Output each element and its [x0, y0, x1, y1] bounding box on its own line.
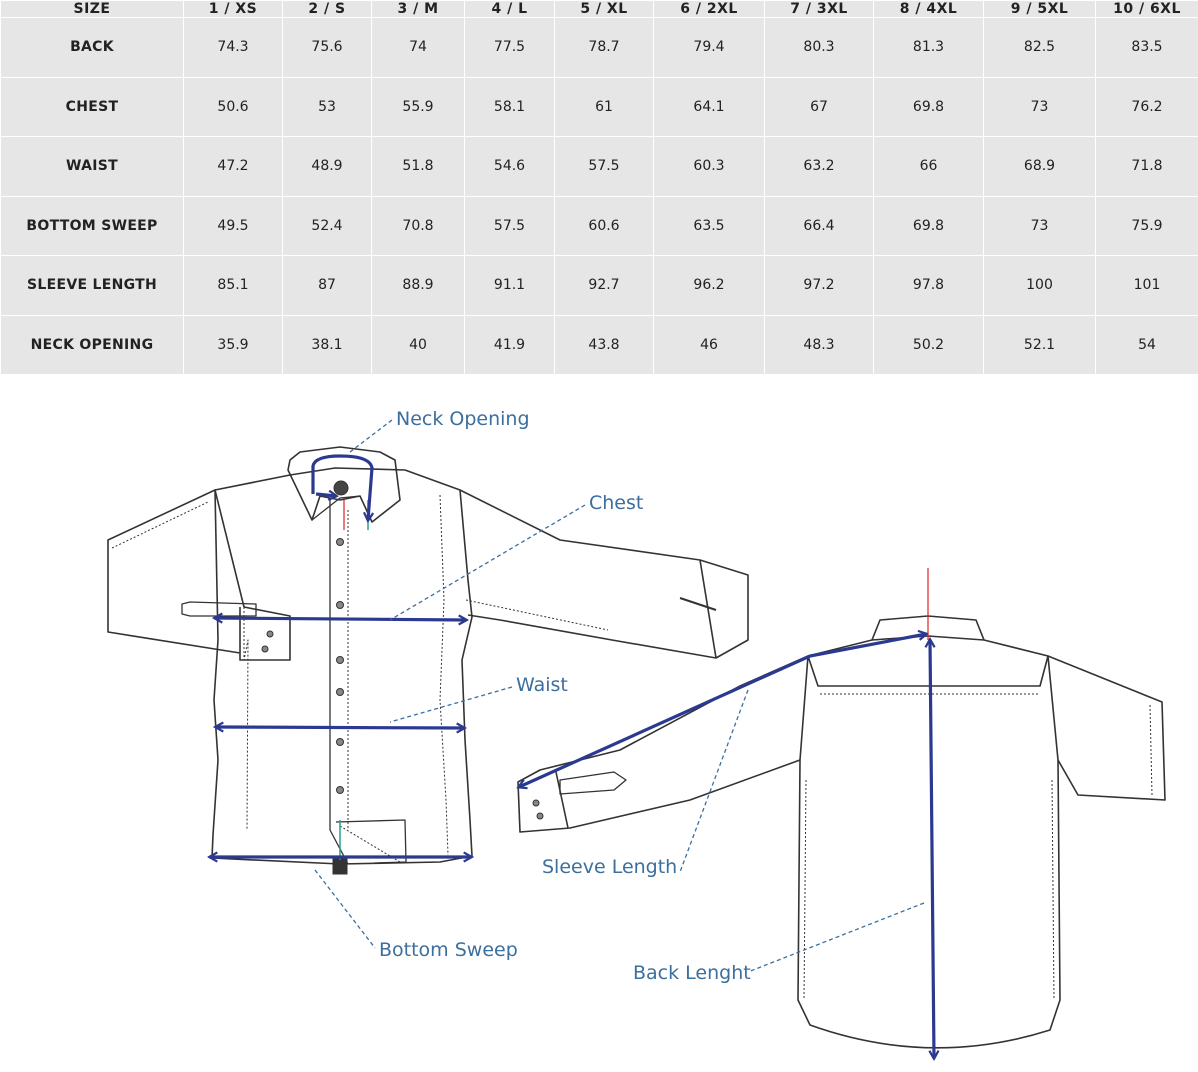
front-shirt-outline: [108, 447, 748, 864]
table-cell: 81.3: [874, 18, 984, 78]
table-cell: 80.3: [765, 18, 874, 78]
table-cell: 54.6: [465, 137, 555, 197]
table-cell: 78.7: [555, 18, 654, 78]
row-label: WAIST: [1, 137, 184, 197]
sleeve-length-arrow: [519, 634, 926, 787]
table-cell: 57.5: [555, 137, 654, 197]
table-row: [1, 256, 1198, 316]
table-cell: 74.3: [184, 18, 283, 78]
table-cell: 82.5: [984, 18, 1096, 78]
table-cell: 79.4: [654, 18, 765, 78]
size-header-8: 8 / 4XL: [874, 1, 984, 18]
size-header-1: 1 / XS: [184, 1, 283, 18]
size-header-9: 9 / 5XL: [984, 1, 1096, 18]
table-cell: 43.8: [555, 315, 654, 375]
table-cell: 60.6: [555, 196, 654, 256]
table-cell: 64.1: [654, 77, 765, 137]
size-header-5: 5 / XL: [555, 1, 654, 18]
shirt-measurement-diagram: [0, 375, 1198, 1072]
table-cell: 58.1: [465, 77, 555, 137]
waist-arrow: [216, 727, 464, 728]
table-cell: 38.1: [283, 315, 372, 375]
size-header-6: 6 / 2XL: [654, 1, 765, 18]
back-shirt-buttons: [533, 800, 543, 819]
chest-arrow: [215, 618, 466, 620]
table-cell: 57.5: [465, 196, 555, 256]
size-column-header: SIZE: [1, 1, 184, 18]
table-cell: 46: [654, 315, 765, 375]
size-header-3: 3 / M: [372, 1, 465, 18]
table-cell: 52.1: [984, 315, 1096, 375]
table-cell: 76.2: [1096, 77, 1198, 137]
table-cell: 92.7: [555, 256, 654, 316]
table-cell: 67: [765, 77, 874, 137]
table-cell: 69.8: [874, 77, 984, 137]
row-label: BOTTOM SWEEP: [1, 196, 184, 256]
row-label: CHEST: [1, 77, 184, 137]
row-label: BACK: [1, 18, 184, 78]
table-row: [1, 196, 1198, 256]
table-cell: 73: [984, 196, 1096, 256]
table-cell: 83.5: [1096, 18, 1198, 78]
table-cell: 60.3: [654, 137, 765, 197]
size-header-10: 10 / 6XL: [1096, 1, 1198, 18]
bottom-sweep-label: Bottom Sweep: [379, 939, 518, 961]
table-cell: 69.8: [874, 196, 984, 256]
row-label: SLEEVE LENGTH: [1, 256, 184, 316]
table-cell: 66.4: [765, 196, 874, 256]
table-cell: 85.1: [184, 256, 283, 316]
table-cell: 47.2: [184, 137, 283, 197]
chest-label: Chest: [589, 492, 644, 514]
table-row: [1, 137, 1198, 197]
table-cell: 41.9: [465, 315, 555, 375]
size-header-4: 4 / L: [465, 1, 555, 18]
table-cell: 66: [874, 137, 984, 197]
front-shirt-buttons: [262, 481, 348, 874]
table-cell: 97.8: [874, 256, 984, 316]
table-cell: 48.9: [283, 137, 372, 197]
table-cell: 96.2: [654, 256, 765, 316]
size-header-7: 7 / 3XL: [765, 1, 874, 18]
size-header-2: 2 / S: [283, 1, 372, 18]
back-shirt-outline: [518, 616, 1165, 1048]
waist-label: Waist: [516, 674, 568, 696]
table-cell: 52.4: [283, 196, 372, 256]
table-cell: 53: [283, 77, 372, 137]
table-cell: 101: [1096, 256, 1198, 316]
table-cell: 50.2: [874, 315, 984, 375]
table-cell: 68.9: [984, 137, 1096, 197]
table-cell: 51.8: [372, 137, 465, 197]
sleeve-length-label: Sleeve Length: [542, 856, 678, 878]
table-row: [1, 315, 1198, 375]
table-cell: 88.9: [372, 256, 465, 316]
table-cell: 49.5: [184, 196, 283, 256]
table-cell: 75.6: [283, 18, 372, 78]
table-cell: 74: [372, 18, 465, 78]
table-cell: 54: [1096, 315, 1198, 375]
back-measurement-arrows: [519, 634, 934, 1058]
placket-trim: [340, 500, 368, 860]
table-cell: 35.9: [184, 315, 283, 375]
table-cell: 48.3: [765, 315, 874, 375]
size-chart-table: [0, 0, 1198, 375]
table-row: [1, 18, 1198, 78]
table-cell: 77.5: [465, 18, 555, 78]
table-cell: 97.2: [765, 256, 874, 316]
table-cell: 100: [984, 256, 1096, 316]
back-length-arrow: [930, 640, 934, 1058]
table-cell: 61: [555, 77, 654, 137]
table-cell: 91.1: [465, 256, 555, 316]
row-label: NECK OPENING: [1, 315, 184, 375]
table-cell: 73: [984, 77, 1096, 137]
table-cell: 70.8: [372, 196, 465, 256]
table-cell: 55.9: [372, 77, 465, 137]
table-cell: 50.6: [184, 77, 283, 137]
table-cell: 71.8: [1096, 137, 1198, 197]
table-cell: 63.5: [654, 196, 765, 256]
back-length-label: Back Lenght: [633, 962, 751, 984]
table-cell: 63.2: [765, 137, 874, 197]
table-cell: 40: [372, 315, 465, 375]
table-header-row: [1, 1, 1198, 18]
neck-opening-label: Neck Opening: [396, 408, 530, 430]
table-cell: 75.9: [1096, 196, 1198, 256]
table-row: [1, 77, 1198, 137]
table-cell: 87: [283, 256, 372, 316]
